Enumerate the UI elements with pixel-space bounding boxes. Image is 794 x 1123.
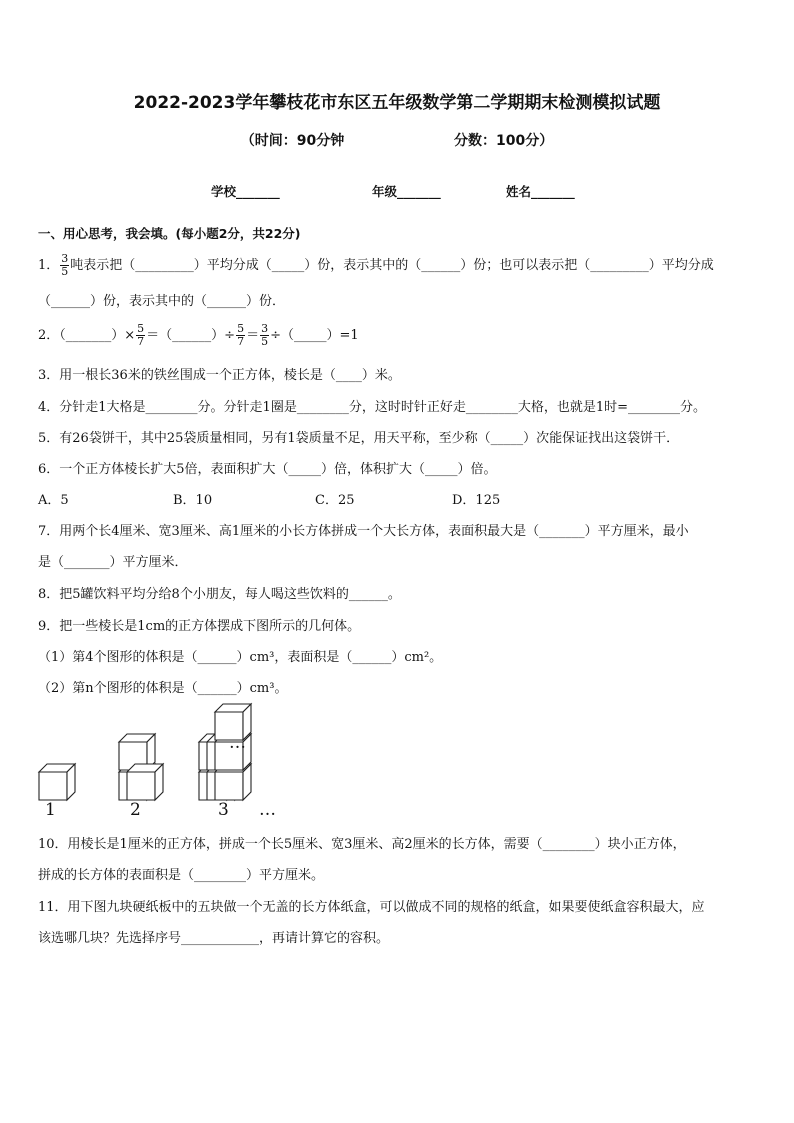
exam-score: 分数：100分） — [454, 133, 554, 149]
option-a[interactable]: A．5 — [38, 493, 69, 508]
question-7-line-1: 7．用两个长4厘米、宽3厘米、高1厘米的小长方体拼成一个大长方体，表面积最大是（_______）平方厘米，最小 — [38, 524, 689, 539]
question-11-line-2: 该选哪几块？先选择序号____________，再请计算它的容积。 — [38, 931, 390, 946]
school-field[interactable]: 学校_______ — [211, 184, 280, 199]
figure-ellipsis-top: … — [229, 733, 246, 753]
fraction: $\frac{5}{7}$ — [137, 322, 145, 348]
question-3: 3．用一根长36米的铁丝围成一个正方体，棱长是（____）米。 — [38, 368, 401, 383]
figure-label-3: 3 — [218, 800, 229, 820]
question-1-line-2: （______）份，表示其中的（______）份． — [38, 294, 286, 309]
option-b[interactable]: B．10 — [173, 493, 213, 508]
page-title: 2022-2023学年攀枝花市东区五年级数学第二学期期末检测模拟试题 — [133, 93, 661, 113]
figure-label-1: 1 — [45, 800, 56, 820]
cube-figure-2-back — [127, 764, 163, 800]
cube-figure-1 — [39, 764, 75, 800]
fraction: $\frac{5}{7}$ — [237, 322, 245, 348]
option-c[interactable]: C．25 — [315, 493, 355, 508]
question-4: 4．分针走1大格是________分。分针走1圈是________分，这时时针正好走________大格，也就是1时=________分。 — [38, 400, 706, 415]
question-6: 6．一个正方体棱长扩大5倍，表面积扩大（_____）倍，体积扩大（_____）倍。 — [38, 462, 497, 477]
question-9-sub-1: （1）第4个图形的体积是（______）cm³，表面积是（______）cm²。 — [38, 650, 443, 665]
fraction: $\frac{3}{5}$ — [61, 252, 69, 278]
section-heading: 一、用心思考，我会填。(每小题2分，共22分) — [38, 226, 301, 241]
name-field[interactable]: 姓名_______ — [506, 184, 575, 199]
exam-time: （时间：90分钟 — [240, 133, 345, 149]
question-11-line-1: 11．用下图九块硬纸板中的五块做一个无盖的长方体纸盒，可以做成不同的规格的纸盒，如果要使纸盒容积最大，应 — [38, 900, 705, 915]
question-10-line-2: 拼成的长方体的表面积是（________）平方厘米。 — [38, 868, 325, 883]
option-d[interactable]: D．125 — [452, 493, 501, 508]
fraction: $\frac{3}{5}$ — [261, 322, 269, 348]
question-text: 吨表示把（_________）平均分成（_____）份，表示其中的（______）份；也可以表示把（_________）平均分成 — [70, 258, 714, 273]
question-1-line-1 — [38, 253, 714, 278]
question-5: 5．有26袋饼干，其中25袋质量相同，另有1袋质量不足，用天平称，至少称（_____）次能保证找出这袋饼干． — [38, 431, 680, 446]
figure-ellipsis-bottom: … — [259, 800, 276, 820]
exam-meta — [0, 130, 794, 150]
question-9-sub-2: （2）第n个图形的体积是（______）cm³。 — [38, 681, 288, 696]
question-number: 1． — [38, 258, 60, 273]
grade-field[interactable]: 年级_______ — [372, 184, 441, 199]
question-2: 2．（_______）× $\frac{5}{7}$ ＝（______）÷ $\frac{5}{7}$ ＝ $\frac{3}{5}$ ÷（_____）=1 — [38, 322, 359, 348]
question-9: 9．把一些棱长是1cm的正方体摆成下图所示的几何体。 — [38, 619, 361, 634]
cube-figures — [30, 700, 330, 820]
question-10-line-1: 10．用棱长是1厘米的正方体，拼成一个长5厘米、宽3厘米、高2厘米的长方体，需要（________）块小正方体， — [38, 837, 686, 852]
question-7-line-2: 是（_______）平方厘米． — [38, 555, 188, 570]
question-8: 8．把5罐饮料平均分给8个小朋友，每人喝这些饮料的______。 — [38, 587, 401, 602]
figure-label-2: 2 — [130, 800, 141, 820]
